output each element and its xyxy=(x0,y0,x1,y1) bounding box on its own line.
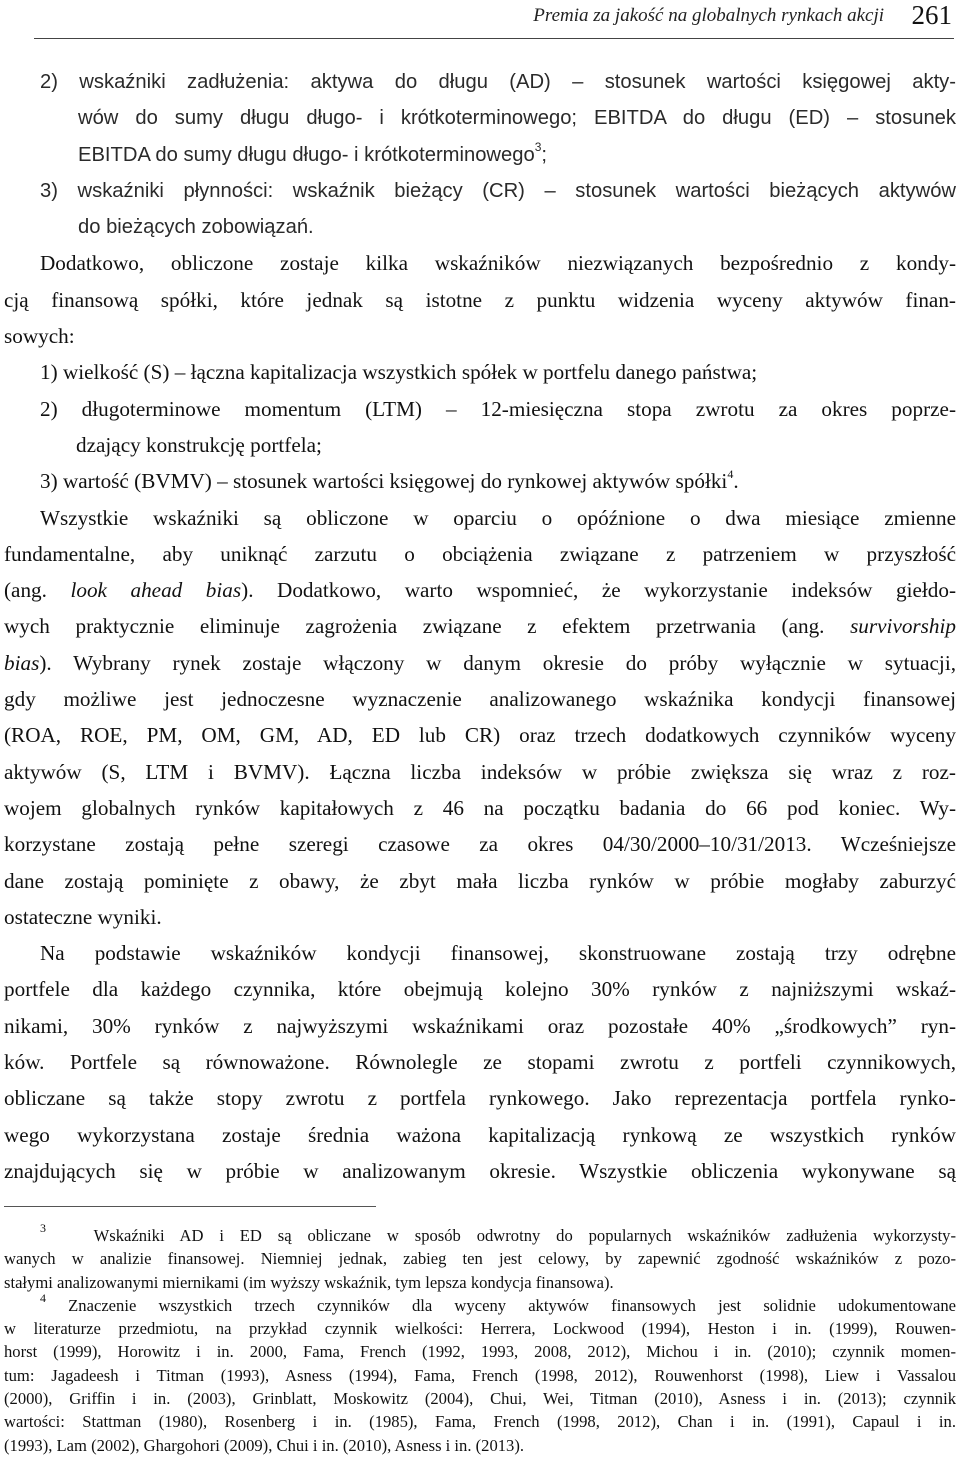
main-text xyxy=(4,64,956,1189)
text-line: do bieżących zobowiązań. xyxy=(78,216,314,239)
paragraph-line: nikami, 30% rynków z najwyższymi wskaźnikami oraz pozostałe 40% „środkowych” ryn- xyxy=(4,1013,956,1038)
paragraph-line: gdy możliwe jest jednoczesne wyznaczenie analizowanego wskaźnika kondycji finansowej xyxy=(4,687,956,712)
footnote-ref-4: 4 xyxy=(727,467,734,482)
footnote-line: tum: Jagadeesh i Titman (1993), Asness (1994), Fama, French (1998, 2012), Rouwenhorst (1998), Liew i Vassalou xyxy=(4,1365,956,1385)
list-item-size: 1) wielkość (S) – łączna kapitalizacja wszystkich spółek w portfelu danego państwa; xyxy=(40,360,758,385)
text-line: wów do sumy długu długo- i krótkoterminowego; EBITDA do długu (ED) – stosunek xyxy=(78,107,956,130)
document-page xyxy=(4,0,956,1477)
paragraph-line: bias). Wybrany rynek zostaje włączony w danym okresie do próby wyłącznie w sytuacji, xyxy=(4,650,956,675)
paragraph-line: ostateczne wyniki. xyxy=(4,904,162,929)
footnote-line: (2000), Griffin i in. (2003), Grinblatt, Moskowitz (2004), Chui, Wei, Titman (2010), Asness i in. (2013); czynnik xyxy=(4,1389,956,1409)
footnote-4: $^4$ Znaczenie wszystkich trzech czynników dla wyceny aktywów finansowych jest solidnie udokumentowane xyxy=(40,1293,956,1315)
paragraph-line: fundamentalne, aby uniknąć zarzutu o obciążenia związane z patrzeniem w przyszłość xyxy=(4,541,956,566)
paragraph-line: portfele dla każdego czynnika, które obejmują kolejno 30% rynków z najniższymi wskaź- xyxy=(4,977,956,1002)
footnote-line: wanych w analizie finansowej. Niemniej jednak, zabieg ten jest celowy, by zapewnić zgodność wskaźników z pozo- xyxy=(4,1249,956,1269)
running-header xyxy=(4,0,954,40)
paragraph-line: Dodatkowo, obliczone zostaje kilka wskaźników niezwiązanych bezpośrednio z kondy- xyxy=(40,251,956,276)
list-item-momentum: 2) długoterminowe momentum (LTM) – 12-miesięczna stopa zwrotu za okres poprze- xyxy=(40,396,956,421)
list-item-debt-ratios: 2) wskaźniki zadłużenia: aktywa do długu (AD) – stosunek wartości księgowej akty- xyxy=(40,71,956,93)
paragraph-line: aktywów (S, LTM i BVMV). Łączna liczba indeksów w próbie zwiększa się wraz z roz- xyxy=(4,759,956,784)
paragraph-line: (ROA, ROE, PM, OM, GM, AD, ED lub CR) oraz trzech dodatkowych czynników wyceny xyxy=(4,723,956,748)
paragraph-line: obliczane są także stopy zwrotu z portfela rynkowego. Jako reprezentacja portfela rynko- xyxy=(4,1086,956,1111)
paragraph-line: (ang. look ahead bias). Dodatkowo, warto wspomnieć, że wykorzystanie indeksów giełdo- xyxy=(4,578,956,603)
paragraph-line: cją finansową spółki, które jednak są istotne z punktu widzenia wyceny aktywów finan- xyxy=(4,287,956,312)
page-number: 261 xyxy=(911,0,952,30)
footnote-line: w literaturze przedmiotu, na przykład czynnik wielkości: Herrera, Lockwood (1994), Heston i in. (1999), Rouwen- xyxy=(4,1319,956,1339)
running-title: Premia za jakość na globalnych rynkach akcji xyxy=(533,5,884,26)
paragraph-line: Na podstawie wskaźników kondycji finansowej, skonstruowane zostają trzy odrębne xyxy=(40,941,956,966)
paragraph-line: wojem globalnych rynków kapitałowych z 46 na początku badania do 66 pod koniec. Wy- xyxy=(4,795,956,820)
text-line: EBITDA do sumy długu długo- i krótkoterminowego$^3$; xyxy=(78,139,547,166)
footnotes xyxy=(4,1224,956,1457)
paragraph-line: korzystane zostają pełne szeregi czasowe za okres 04/30/2000–10/31/2013. Wcześniejsze xyxy=(4,832,956,857)
footnote-line: wartości: Stattman (1980), Rosenberg i in. (1985), Fama, French (1998, 2012), Chan i in. (1991), Capaul i in. xyxy=(4,1412,956,1432)
paragraph-line: wych praktycznie eliminuje zagrożenia związane z efektem przetrwania (ang. survivorship xyxy=(4,614,956,639)
list-item-liquidity-ratios: 3) wskaźniki płynności: wskaźnik bieżący (CR) – stosunek wartości bieżących aktywów xyxy=(40,179,956,202)
footnote-separator xyxy=(4,1206,376,1207)
paragraph-line: Wszystkie wskaźniki są obliczone w oparciu o opóźnione o dwa miesiące zmienne xyxy=(40,505,956,530)
footnote-line: (1993), Lam (2002), Ghargohori (2009), Chui i in. (2010), Asness i in. (2013). xyxy=(4,1435,525,1455)
footnote-3: $^3$ Wskaźniki AD i ED są obliczane w sposób odwrotny do popularnych wskaźników zadłużenia wykorzysty- xyxy=(40,1224,956,1245)
footnote-ref-3: 3 xyxy=(534,139,542,154)
paragraph-line: sowych: xyxy=(4,324,75,349)
footnote-line: horst (1999), Horowitz i in. 2000, Fama, French (1992, 1993, 2008, 2012), Michou i in. (2010); czynnik momen- xyxy=(4,1342,956,1362)
paragraph-line: dane zostają pominięte z obawy, że zbyt mała liczba rynków w próbie mogłaby zaburzyć xyxy=(4,868,956,893)
text-line: dzający konstrukcję portfela; xyxy=(76,432,322,457)
footnote-line: stałymi analizowanymi miernikami (im wyższy wskaźnik, tym lepsza kondycja finansowa). xyxy=(4,1272,614,1292)
list-item-value: 3) wartość (BVMV) – stosunek wartości księgowej do rynkowej aktywów spółki$^4$. xyxy=(40,467,739,494)
paragraph-line: znajdujących się w próbie w analizowanym okresie. Wszystkie obliczenia wykonywane są xyxy=(4,1158,956,1183)
paragraph-line: wego wykorzystana zostaje średnia ważona kapitalizacją rynkową ze wszystkich rynków xyxy=(4,1122,956,1147)
header-rule xyxy=(34,38,954,39)
paragraph-line: ków. Portfele są równoważone. Równolegle ze stopami zwrotu z portfeli czynnikowych, xyxy=(4,1050,956,1075)
